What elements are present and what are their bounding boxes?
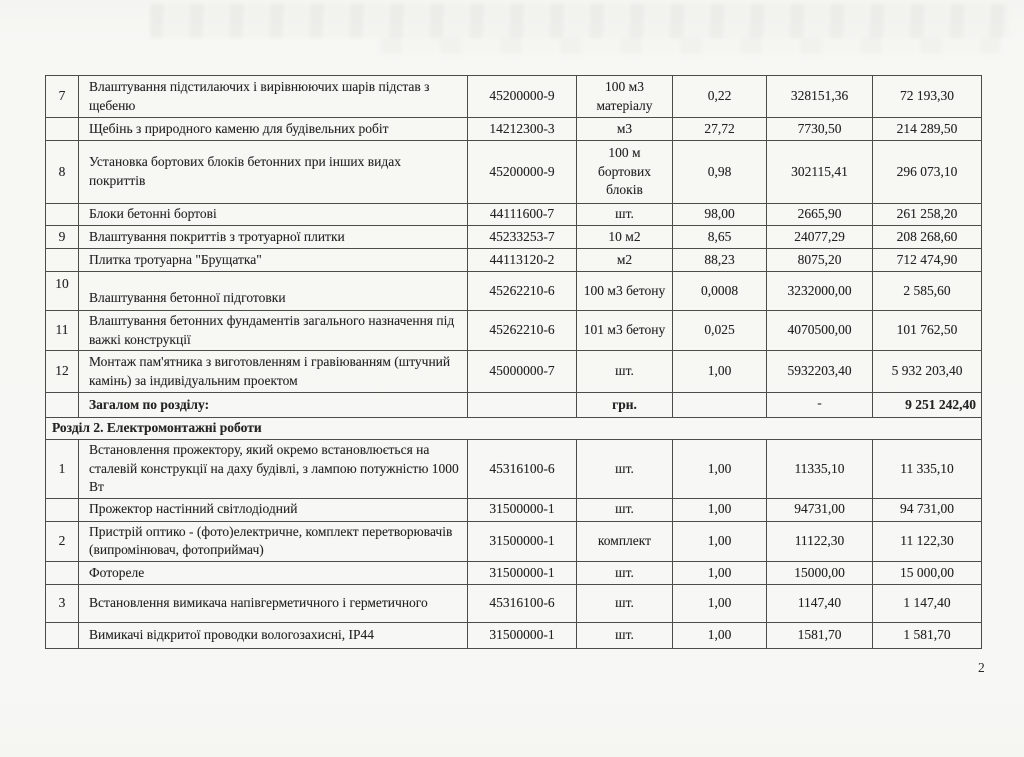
table-row (46, 351, 982, 393)
cell-price: 328151,36 (767, 76, 873, 118)
cell-price: 7730,50 (767, 118, 873, 141)
cell-code: 31500000-1 (468, 498, 577, 521)
cell-qty: 98,00 (673, 204, 767, 226)
table-row (46, 118, 982, 141)
scan-noise-streak-2 (380, 38, 1000, 54)
cell-unit: 10 м2 (577, 226, 673, 249)
cell-desc: Плитка тротуарна "Брущатка" (79, 249, 468, 272)
cell-price: 302115,41 (767, 141, 873, 204)
table-row (46, 249, 982, 272)
table-row (46, 521, 982, 561)
table-row (46, 562, 982, 585)
cell-price: 1147,40 (767, 585, 873, 623)
cell-unit: шт. (577, 498, 673, 521)
cell-num: 7 (46, 76, 79, 118)
cell-num (46, 623, 79, 649)
section-title: Розділ 2. Електромонтажні роботи (46, 417, 982, 439)
cell-total: 214 289,50 (873, 118, 982, 141)
cell-total: 101 762,50 (873, 311, 982, 351)
cell-total: 1 581,70 (873, 623, 982, 649)
cell-qty: 1,00 (673, 439, 767, 498)
cell-code: 45233253-7 (468, 226, 577, 249)
cell-num: 1 (46, 439, 79, 498)
cell-num (46, 118, 79, 141)
cell-total: 712 474,90 (873, 249, 982, 272)
cell-qty: 0,0008 (673, 272, 767, 311)
cell-code: 45200000-9 (468, 141, 577, 204)
cell-desc: Влаштування бетонних фундаментів загального назначення під важкі конструкції (79, 311, 468, 351)
cell-total: 94 731,00 (873, 498, 982, 521)
cell-total: 1 147,40 (873, 585, 982, 623)
cell-unit: 101 м3 бетону (577, 311, 673, 351)
cell-unit: 100 м3 бетону (577, 272, 673, 311)
cell-qty: 1,00 (673, 585, 767, 623)
cell-qty: 1,00 (673, 623, 767, 649)
scan-noise-streak (150, 4, 1010, 38)
cell-total: 9 251 242,40 (873, 393, 982, 418)
table-row (46, 76, 982, 118)
cell-desc: Влаштування бетонної підготовки (79, 272, 468, 311)
cell-desc: Встановлення прожектору, який окремо встановлюється на сталевій конструкції на даху будівлі, з лампою потужністю 1000 Вт (79, 439, 468, 498)
cell-price: 8075,20 (767, 249, 873, 272)
cell-total: 2 585,60 (873, 272, 982, 311)
cost-estimate-table (45, 75, 982, 649)
cell-code: 45200000-9 (468, 76, 577, 118)
cell-unit: грн. (577, 393, 673, 418)
cell-desc: Фотореле (79, 562, 468, 585)
cell-qty: 1,00 (673, 351, 767, 393)
cell-unit: м2 (577, 249, 673, 272)
cell-unit: шт. (577, 585, 673, 623)
cell-desc: Прожектор настінний світлодіодний (79, 498, 468, 521)
cell-desc: Влаштування покриттів з тротуарної плитки (79, 226, 468, 249)
cell-qty: 0,98 (673, 141, 767, 204)
cell-num: 3 (46, 585, 79, 623)
cell-total: 208 268,60 (873, 226, 982, 249)
table-row (46, 204, 982, 226)
cell-desc: Установка бортових блоків бетонних при інших видах покриттів (79, 141, 468, 204)
cell-num: 9 (46, 226, 79, 249)
cell-unit: шт. (577, 623, 673, 649)
cell-num (46, 393, 79, 418)
table-row (46, 439, 982, 498)
cell-qty: 1,00 (673, 498, 767, 521)
cell-num (46, 562, 79, 585)
cell-code (468, 393, 577, 418)
cell-code: 45262210-6 (468, 272, 577, 311)
cell-code: 44113120-2 (468, 249, 577, 272)
cell-price: 3232000,00 (767, 272, 873, 311)
cell-unit: шт. (577, 204, 673, 226)
cell-qty: 88,23 (673, 249, 767, 272)
cell-num (46, 249, 79, 272)
cell-num: 12 (46, 351, 79, 393)
cell-code: 14212300-3 (468, 118, 577, 141)
cell-qty: 1,00 (673, 521, 767, 561)
cell-unit: 100 м бортових блоків (577, 141, 673, 204)
section-header-row (46, 417, 982, 439)
cell-code: 45316100-6 (468, 585, 577, 623)
cell-num: 2 (46, 521, 79, 561)
cell-code: 31500000-1 (468, 562, 577, 585)
cell-qty: 8,65 (673, 226, 767, 249)
cell-unit: шт. (577, 351, 673, 393)
subtotal-row (46, 393, 982, 418)
cell-total: 296 073,10 (873, 141, 982, 204)
cell-qty: 1,00 (673, 562, 767, 585)
cell-unit: комплект (577, 521, 673, 561)
cell-desc: Вимикачі відкритої проводки вологозахисні, IP44 (79, 623, 468, 649)
cell-unit: м3 (577, 118, 673, 141)
cell-desc: Загалом по розділу: (79, 393, 468, 418)
estimate-table-body (46, 76, 982, 649)
cell-price: 4070500,00 (767, 311, 873, 351)
table-row (46, 498, 982, 521)
cell-qty: 0,22 (673, 76, 767, 118)
cell-desc: Щебінь з природного каменю для будівельних робіт (79, 118, 468, 141)
cell-num (46, 204, 79, 226)
cell-unit: шт. (577, 562, 673, 585)
cell-price: - (767, 393, 873, 418)
cell-num (46, 498, 79, 521)
cell-desc: Пристрій оптико - (фото)електричне, комплект перетворювачів (випромінювач, фотоприймач) (79, 521, 468, 561)
cell-desc: Встановлення вимикача напівгерметичного і герметичного (79, 585, 468, 623)
cell-code: 44111600-7 (468, 204, 577, 226)
cell-price: 15000,00 (767, 562, 873, 585)
cell-qty (673, 393, 767, 418)
cell-code: 31500000-1 (468, 521, 577, 561)
cell-unit: шт. (577, 439, 673, 498)
cell-num: 10 (46, 272, 79, 311)
cell-price: 94731,00 (767, 498, 873, 521)
cell-price: 2665,90 (767, 204, 873, 226)
cell-total: 11 122,30 (873, 521, 982, 561)
table-row (46, 311, 982, 351)
cell-total: 11 335,10 (873, 439, 982, 498)
cell-desc: Влаштування підстилаючих і вирівнюючих шарів підстав з щебеню (79, 76, 468, 118)
cell-price: 24077,29 (767, 226, 873, 249)
cell-desc: Монтаж пам'ятника з виготовленням і гравіюванням (штучний камінь) за індивідуальним проектом (79, 351, 468, 393)
cell-unit: 100 м3 матеріалу (577, 76, 673, 118)
cell-price: 5932203,40 (767, 351, 873, 393)
cell-code: 45000000-7 (468, 351, 577, 393)
page-number: 2 (978, 660, 985, 675)
table-row (46, 623, 982, 649)
cell-total: 5 932 203,40 (873, 351, 982, 393)
cell-total: 261 258,20 (873, 204, 982, 226)
cell-num: 11 (46, 311, 79, 351)
cell-qty: 27,72 (673, 118, 767, 141)
cell-code: 31500000-1 (468, 623, 577, 649)
cell-price: 11122,30 (767, 521, 873, 561)
cell-desc: Блоки бетонні бортові (79, 204, 468, 226)
table-row (46, 141, 982, 204)
table-row (46, 272, 982, 311)
table-row (46, 226, 982, 249)
cell-code: 45262210-6 (468, 311, 577, 351)
cell-code: 45316100-6 (468, 439, 577, 498)
table-row (46, 585, 982, 623)
cell-total: 72 193,30 (873, 76, 982, 118)
cell-total: 15 000,00 (873, 562, 982, 585)
cell-price: 11335,10 (767, 439, 873, 498)
cell-num: 8 (46, 141, 79, 204)
cell-qty: 0,025 (673, 311, 767, 351)
cell-price: 1581,70 (767, 623, 873, 649)
